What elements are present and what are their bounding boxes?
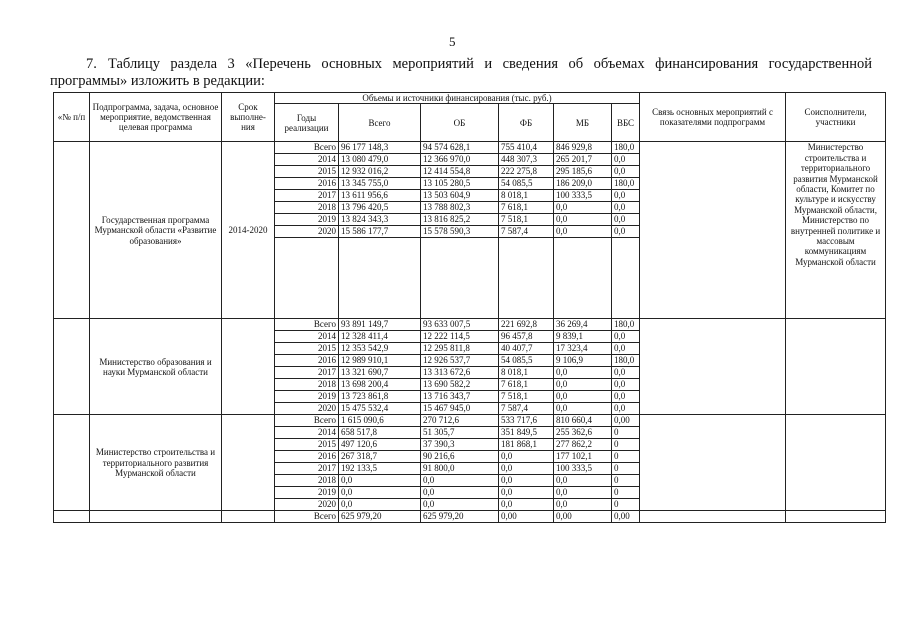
- cell-ob: 51 305,7: [421, 427, 499, 439]
- cell-vbs: 0: [612, 439, 640, 451]
- cell-mb: 100 333,5: [554, 190, 612, 202]
- cell-ob: 12 414 554,8: [421, 166, 499, 178]
- cell-total: 625 979,20: [339, 511, 421, 523]
- cell-fb: 8 018,1: [499, 190, 554, 202]
- cell-ob: 13 105 280,5: [421, 178, 499, 190]
- cell-total: 13 796 420,5: [339, 202, 421, 214]
- cell-link: [640, 511, 786, 523]
- cell-year: 2016: [275, 451, 339, 463]
- cell-mb: 0,0: [554, 379, 612, 391]
- cell-ob: 93 633 007,5: [421, 319, 499, 331]
- cell-year: 2015: [275, 343, 339, 355]
- cell-fb: 40 407,7: [499, 343, 554, 355]
- cell-total: 497 120,6: [339, 439, 421, 451]
- cell-mb: 0,0: [554, 226, 612, 238]
- cell-mb: 0,0: [554, 475, 612, 487]
- cell-fb: 533 717,6: [499, 415, 554, 427]
- cell-year: 2020: [275, 403, 339, 415]
- cell-year: 2017: [275, 463, 339, 475]
- cell-mb: 0,0: [554, 367, 612, 379]
- cell-co-executors: [786, 319, 886, 415]
- cell-mb: 0,0: [554, 202, 612, 214]
- cell-link: [640, 142, 786, 319]
- cell-year: 2018: [275, 202, 339, 214]
- cell-vbs: 180,0: [612, 142, 640, 154]
- cell-ob: 625 979,20: [421, 511, 499, 523]
- cell-vbs: 0: [612, 487, 640, 499]
- table-body: [54, 142, 886, 523]
- cell-ob: 13 690 582,2: [421, 379, 499, 391]
- cell-fb: 8 018,1: [499, 367, 554, 379]
- cell-total: 13 611 956,6: [339, 190, 421, 202]
- cell-num: [54, 415, 90, 511]
- header-vbs: ВБС: [612, 104, 640, 142]
- cell-mb: 265 201,7: [554, 154, 612, 166]
- cell-total: 0,0: [339, 475, 421, 487]
- cell-year: 2020: [275, 226, 339, 238]
- cell-total: 1 615 090,6: [339, 415, 421, 427]
- cell-year: 2016: [275, 178, 339, 190]
- cell-year: 2018: [275, 379, 339, 391]
- cell-ob: 91 800,0: [421, 463, 499, 475]
- cell-year: 2015: [275, 166, 339, 178]
- cell-ob: 15 467 945,0: [421, 403, 499, 415]
- header-funding: Объемы и источники финансирования (тыс. руб.): [275, 93, 640, 104]
- header-num: «№ п/п: [54, 93, 90, 142]
- cell-year: 2017: [275, 190, 339, 202]
- cell-fb: 0,0: [499, 487, 554, 499]
- cell-year: 2018: [275, 475, 339, 487]
- cell-vbs: 0: [612, 451, 640, 463]
- cell-fb: 7 587,4: [499, 403, 554, 415]
- cell-vbs: 0,0: [612, 379, 640, 391]
- cell-mb: 0,0: [554, 487, 612, 499]
- cell-mb: 0,0: [554, 499, 612, 511]
- cell-vbs: 0: [612, 427, 640, 439]
- header-total: Всего: [339, 104, 421, 142]
- header-term: Срок выполне-ния: [222, 93, 275, 142]
- cell-year: 2015: [275, 439, 339, 451]
- cell-mb: 186 209,0: [554, 178, 612, 190]
- cell-year: Всего: [275, 511, 339, 523]
- cell-year: 2019: [275, 214, 339, 226]
- cell-total: 96 177 148,3: [339, 142, 421, 154]
- cell-ob: 13 788 802,3: [421, 202, 499, 214]
- cell-ob: 12 366 970,0: [421, 154, 499, 166]
- cell-total: 13 824 343,3: [339, 214, 421, 226]
- cell-total: 15 475 532,4: [339, 403, 421, 415]
- cell-total: 13 321 690,7: [339, 367, 421, 379]
- cell-vbs: 0,0: [612, 367, 640, 379]
- cell-total: 0,0: [339, 499, 421, 511]
- cell-mb: 9 839,1: [554, 331, 612, 343]
- header-years: Годы реализации: [275, 104, 339, 142]
- cell-year: 2019: [275, 391, 339, 403]
- cell-program: [90, 511, 222, 523]
- cell-total: 13 723 861,8: [339, 391, 421, 403]
- cell-num: [54, 142, 90, 319]
- cell-vbs: 0,0: [612, 403, 640, 415]
- cell-vbs: 0,0: [612, 154, 640, 166]
- cell-vbs: 180,0: [612, 178, 640, 190]
- cell-mb: 0,0: [554, 403, 612, 415]
- cell-ob: 15 578 590,3: [421, 226, 499, 238]
- cell-term: [222, 511, 275, 523]
- heading-text: Таблицу раздела 3 «Перечень основных мероприятий и сведения об объемах финансирования государственной программы» изложить в редакции:: [50, 56, 872, 89]
- cell-num: [54, 319, 90, 415]
- cell-term: [222, 415, 275, 511]
- cell-mb: 846 929,8: [554, 142, 612, 154]
- cell-total: 192 133,5: [339, 463, 421, 475]
- cell-vbs: 0: [612, 463, 640, 475]
- cell-total: 13 698 200,4: [339, 379, 421, 391]
- cell-fb: 0,0: [499, 499, 554, 511]
- cell-total: 12 328 411,4: [339, 331, 421, 343]
- cell-program: Государственная программа Мурманской области «Развитие образования»: [90, 142, 222, 319]
- cell-ob: 270 712,6: [421, 415, 499, 427]
- cell-fb: 96 457,8: [499, 331, 554, 343]
- empty-cell: [554, 238, 612, 319]
- cell-vbs: 0,0: [612, 190, 640, 202]
- cell-mb: 177 102,1: [554, 451, 612, 463]
- empty-cell: [339, 238, 421, 319]
- cell-year: 2020: [275, 499, 339, 511]
- table-row: [54, 511, 886, 523]
- cell-fb: 221 692,8: [499, 319, 554, 331]
- cell-fb: 7 587,4: [499, 226, 554, 238]
- cell-total: 13 345 755,0: [339, 178, 421, 190]
- table-row: [54, 319, 886, 331]
- cell-total: 0,0: [339, 487, 421, 499]
- empty-cell: [275, 238, 339, 319]
- cell-vbs: 0,0: [612, 202, 640, 214]
- cell-year: 2014: [275, 331, 339, 343]
- cell-year: Всего: [275, 142, 339, 154]
- cell-year: 2014: [275, 154, 339, 166]
- cell-vbs: 0,0: [612, 214, 640, 226]
- cell-ob: 94 574 628,1: [421, 142, 499, 154]
- empty-cell: [421, 238, 499, 319]
- cell-ob: 0,0: [421, 487, 499, 499]
- cell-link: [640, 415, 786, 511]
- funding-table: [53, 92, 886, 523]
- cell-total: 12 932 016,2: [339, 166, 421, 178]
- cell-fb: 222 275,8: [499, 166, 554, 178]
- cell-fb: 0,00: [499, 511, 554, 523]
- cell-mb: 0,00: [554, 511, 612, 523]
- cell-mb: 17 323,4: [554, 343, 612, 355]
- cell-total: 658 517,8: [339, 427, 421, 439]
- cell-fb: 755 410,4: [499, 142, 554, 154]
- cell-vbs: 0,0: [612, 331, 640, 343]
- cell-fb: 181 868,1: [499, 439, 554, 451]
- cell-fb: 0,0: [499, 475, 554, 487]
- cell-co-executors: [786, 511, 886, 523]
- cell-total: 12 989 910,1: [339, 355, 421, 367]
- cell-mb: 810 660,4: [554, 415, 612, 427]
- cell-fb: 7 618,1: [499, 379, 554, 391]
- header-mb: МБ: [554, 104, 612, 142]
- cell-fb: 54 085,5: [499, 355, 554, 367]
- cell-vbs: 0,00: [612, 415, 640, 427]
- cell-mb: 0,0: [554, 391, 612, 403]
- cell-total: 93 891 149,7: [339, 319, 421, 331]
- empty-cell: [499, 238, 554, 319]
- cell-fb: 7 618,1: [499, 202, 554, 214]
- cell-ob: 12 926 537,7: [421, 355, 499, 367]
- cell-fb: 7 518,1: [499, 391, 554, 403]
- cell-ob: 13 816 825,2: [421, 214, 499, 226]
- page-number: 5: [449, 34, 456, 49]
- cell-vbs: 0,00: [612, 511, 640, 523]
- cell-mb: 277 862,2: [554, 439, 612, 451]
- cell-fb: 0,0: [499, 463, 554, 475]
- cell-co-executors: Министерство строительства и территориального развития Мурманской области, Комитет по культуре и искусству Мурманской области, Министерство по внутренней политике и массовым коммуникациям Мурманской области: [786, 142, 886, 319]
- cell-mb: 9 106,9: [554, 355, 612, 367]
- cell-co-executors: [786, 415, 886, 511]
- cell-total: 12 353 542,9: [339, 343, 421, 355]
- heading-number: 7.: [86, 56, 97, 72]
- cell-year: 2016: [275, 355, 339, 367]
- cell-link: [640, 319, 786, 415]
- header-fb: ФБ: [499, 104, 554, 142]
- cell-year: 2014: [275, 427, 339, 439]
- cell-term: 2014-2020: [222, 142, 275, 319]
- section-heading: [50, 56, 872, 90]
- cell-term: [222, 319, 275, 415]
- cell-vbs: 180,0: [612, 319, 640, 331]
- cell-mb: 295 185,6: [554, 166, 612, 178]
- table-row: [54, 415, 886, 427]
- cell-fb: 351 849,5: [499, 427, 554, 439]
- cell-vbs: 0,0: [612, 391, 640, 403]
- header-program: Подпрограмма, задача, основное мероприятие, ведомственная целевая программа: [90, 93, 222, 142]
- header-co: Соисполнители, участники: [786, 93, 886, 142]
- cell-num: [54, 511, 90, 523]
- cell-ob: 12 222 114,5: [421, 331, 499, 343]
- cell-ob: 0,0: [421, 475, 499, 487]
- cell-fb: 448 307,3: [499, 154, 554, 166]
- cell-ob: 13 313 672,6: [421, 367, 499, 379]
- cell-total: 15 586 177,7: [339, 226, 421, 238]
- cell-mb: 100 333,5: [554, 463, 612, 475]
- cell-total: 267 318,7: [339, 451, 421, 463]
- cell-vbs: 0,0: [612, 343, 640, 355]
- cell-vbs: 0,0: [612, 226, 640, 238]
- cell-program: Министерство строительства и территориального развития Мурманской области: [90, 415, 222, 511]
- cell-vbs: 0: [612, 475, 640, 487]
- cell-vbs: 180,0: [612, 355, 640, 367]
- empty-cell: [612, 238, 640, 319]
- cell-mb: 36 269,4: [554, 319, 612, 331]
- cell-mb: 255 362,6: [554, 427, 612, 439]
- cell-year: Всего: [275, 415, 339, 427]
- table-row: [54, 142, 886, 154]
- cell-mb: 0,0: [554, 214, 612, 226]
- cell-year: Всего: [275, 319, 339, 331]
- cell-total: 13 080 479,0: [339, 154, 421, 166]
- header-ob: ОБ: [421, 104, 499, 142]
- cell-ob: 13 716 343,7: [421, 391, 499, 403]
- cell-program: Министерство образования и науки Мурманской области: [90, 319, 222, 415]
- cell-year: 2019: [275, 487, 339, 499]
- cell-fb: 0,0: [499, 451, 554, 463]
- header-link: Связь основных мероприятий с показателями подпрограмм: [640, 93, 786, 142]
- cell-ob: 12 295 811,8: [421, 343, 499, 355]
- cell-vbs: 0: [612, 499, 640, 511]
- cell-ob: 37 390,3: [421, 439, 499, 451]
- cell-ob: 90 216,6: [421, 451, 499, 463]
- cell-vbs: 0,0: [612, 166, 640, 178]
- cell-year: 2017: [275, 367, 339, 379]
- cell-ob: 13 503 604,9: [421, 190, 499, 202]
- cell-ob: 0,0: [421, 499, 499, 511]
- cell-fb: 54 085,5: [499, 178, 554, 190]
- cell-fb: 7 518,1: [499, 214, 554, 226]
